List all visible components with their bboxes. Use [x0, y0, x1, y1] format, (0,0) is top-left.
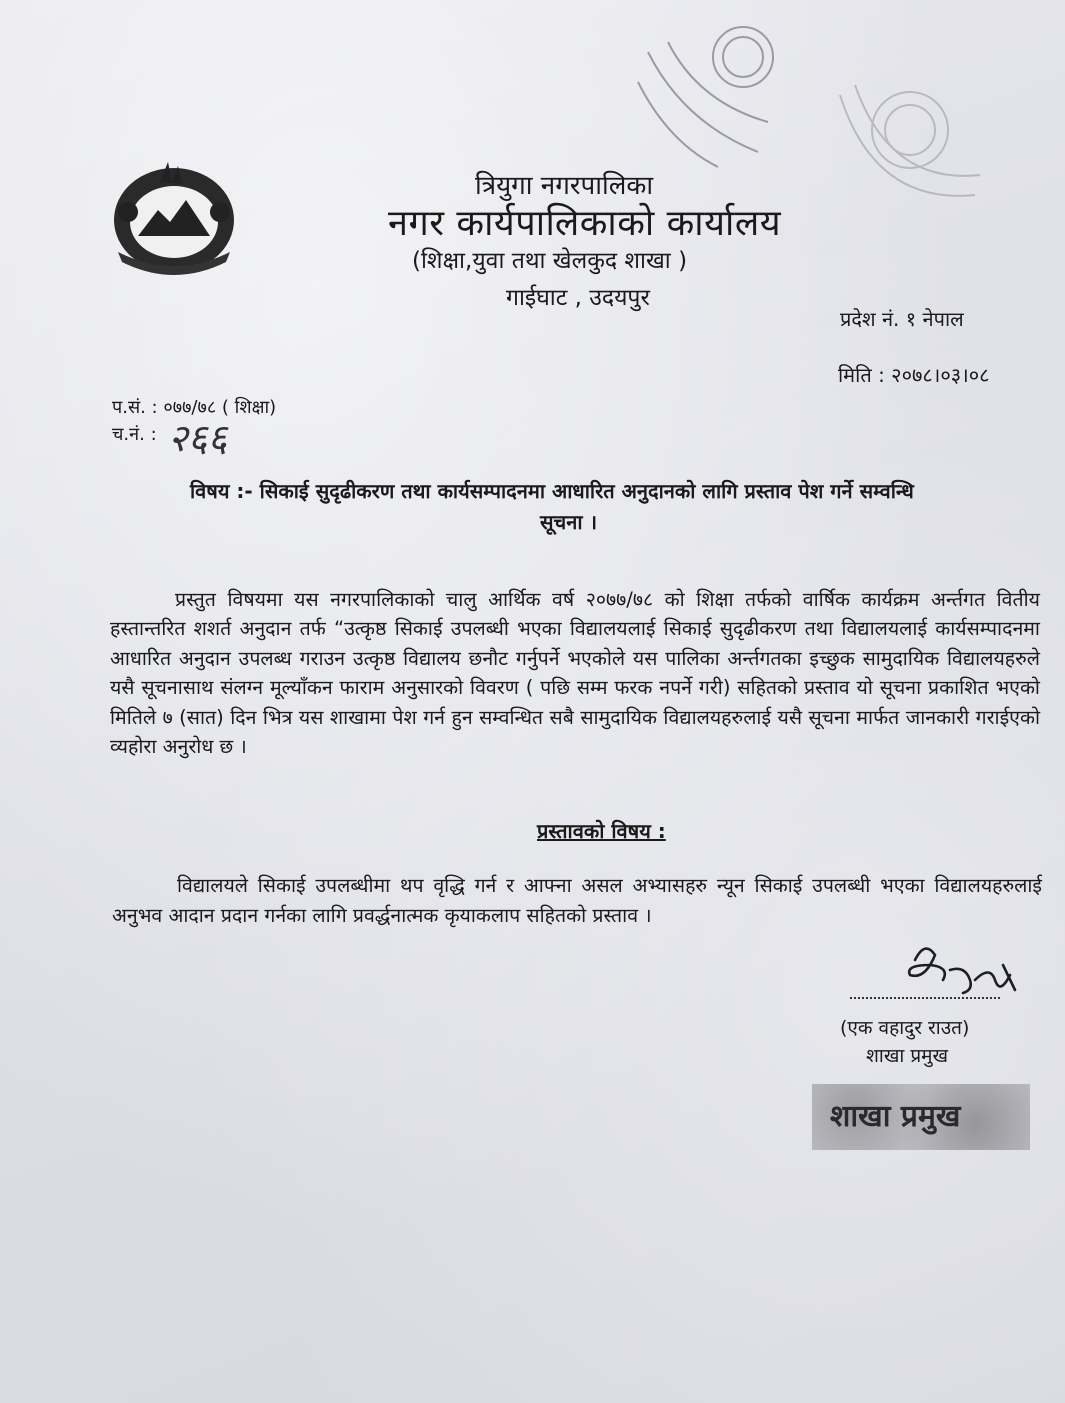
dispatch-number-label: च.नं. : [112, 424, 157, 445]
signatory-role: शाखा प्रमुख [866, 1045, 949, 1067]
office-address: गाईघाट , उदयपुर [506, 285, 650, 311]
office-seal-icon [628, 12, 778, 172]
role-stamp-text: शाखा प्रमुख [830, 1099, 961, 1134]
dispatch-number-handwritten: २६६ [168, 416, 228, 460]
body-paragraph-text: प्रस्तुत विषयमा यस नगरपालिकाको चालु आर्थिक वर्ष २०७७/७८ को शिक्षा तर्फको वार्षिक कार्यक्रम अर्न्तगत वितीय हस्तान्तरित शशर्त अनुदान तर्फ “उत्कृष्ठ सिकाई उपलब्धी भएका विद्यालयलाई सिकाई सुदृढीकरण तथा विद्यालयलाई कार्यसम्पादनमा आधारित अनुदान उपलब्ध गराउन उत्कृष्ठ विद्यालय छनौट गर्नुपर्ने भएकोले यस पालिका अर्न्तगतका इच्छुक सामुदायिक विद्यालयहरुले यसै सूचनासाथ संलग्न मूल्याँकन फाराम अनुसारको विवरण ( पछि सम्म फरक नपर्ने गरी) सहितको प्रस्ताव यो सूचना प्रकाशित भएको मितिले ७ (सात) दिन भित्र यस शाखामा पेश गर्न हुन सम्वन्धित सबै सामुदायिक विद्यालयहरुलाई यसै सूचना मार्फत जानकारी गराईएको व्यहोरा अनुरोध छ । [110, 588, 1040, 759]
body-paragraph [110, 585, 1040, 761]
subject-line: विषय :- सिकाई सुदृढीकरण तथा कार्यसम्पादनमा आधारित अनुदानको लागि प्रस्ताव पेश गर्ने सम्वन्धि [190, 479, 914, 503]
signature-dotted-line [850, 987, 1000, 999]
section-name: (शिक्षा,युवा तथा खेलकुद शाखा ) [412, 248, 688, 274]
reference-number: प.सं. : ०७७/७८ ( शिक्षा) [112, 397, 277, 418]
municipality-name: त्रियुगा नगरपालिका [475, 171, 654, 201]
date-line: मिति : २०७८।०३।०८ [838, 363, 990, 387]
nepal-emblem-icon [98, 152, 250, 282]
province-line: प्रदेश नं. १ नेपाल [840, 307, 964, 331]
proposal-paragraph-text: विद्यालयले सिकाई उपलब्धीमा थप वृद्धि गर्न र आफ्ना असल अभ्यासहरु न्यून सिकाई उपलब्धी भएका विद्यालयहरुलाई अनुभव आदान प्रदान गर्नका लागि प्रवर्द्धनात्मक कृयाकलाप सहितको प्रस्ताव । [112, 874, 1042, 927]
proposal-heading: प्रस्तावको विषय : [537, 819, 666, 843]
role-stamp [812, 1084, 1030, 1150]
signatory-name: (एक वहादुर राउत) [840, 1017, 970, 1039]
proposal-paragraph [112, 871, 1042, 931]
subject-line-cont: सूचना । [540, 510, 598, 534]
municipality-seal-icon [835, 75, 985, 235]
office-name: नगर कार्यपालिकाको कार्यालय [388, 203, 782, 244]
